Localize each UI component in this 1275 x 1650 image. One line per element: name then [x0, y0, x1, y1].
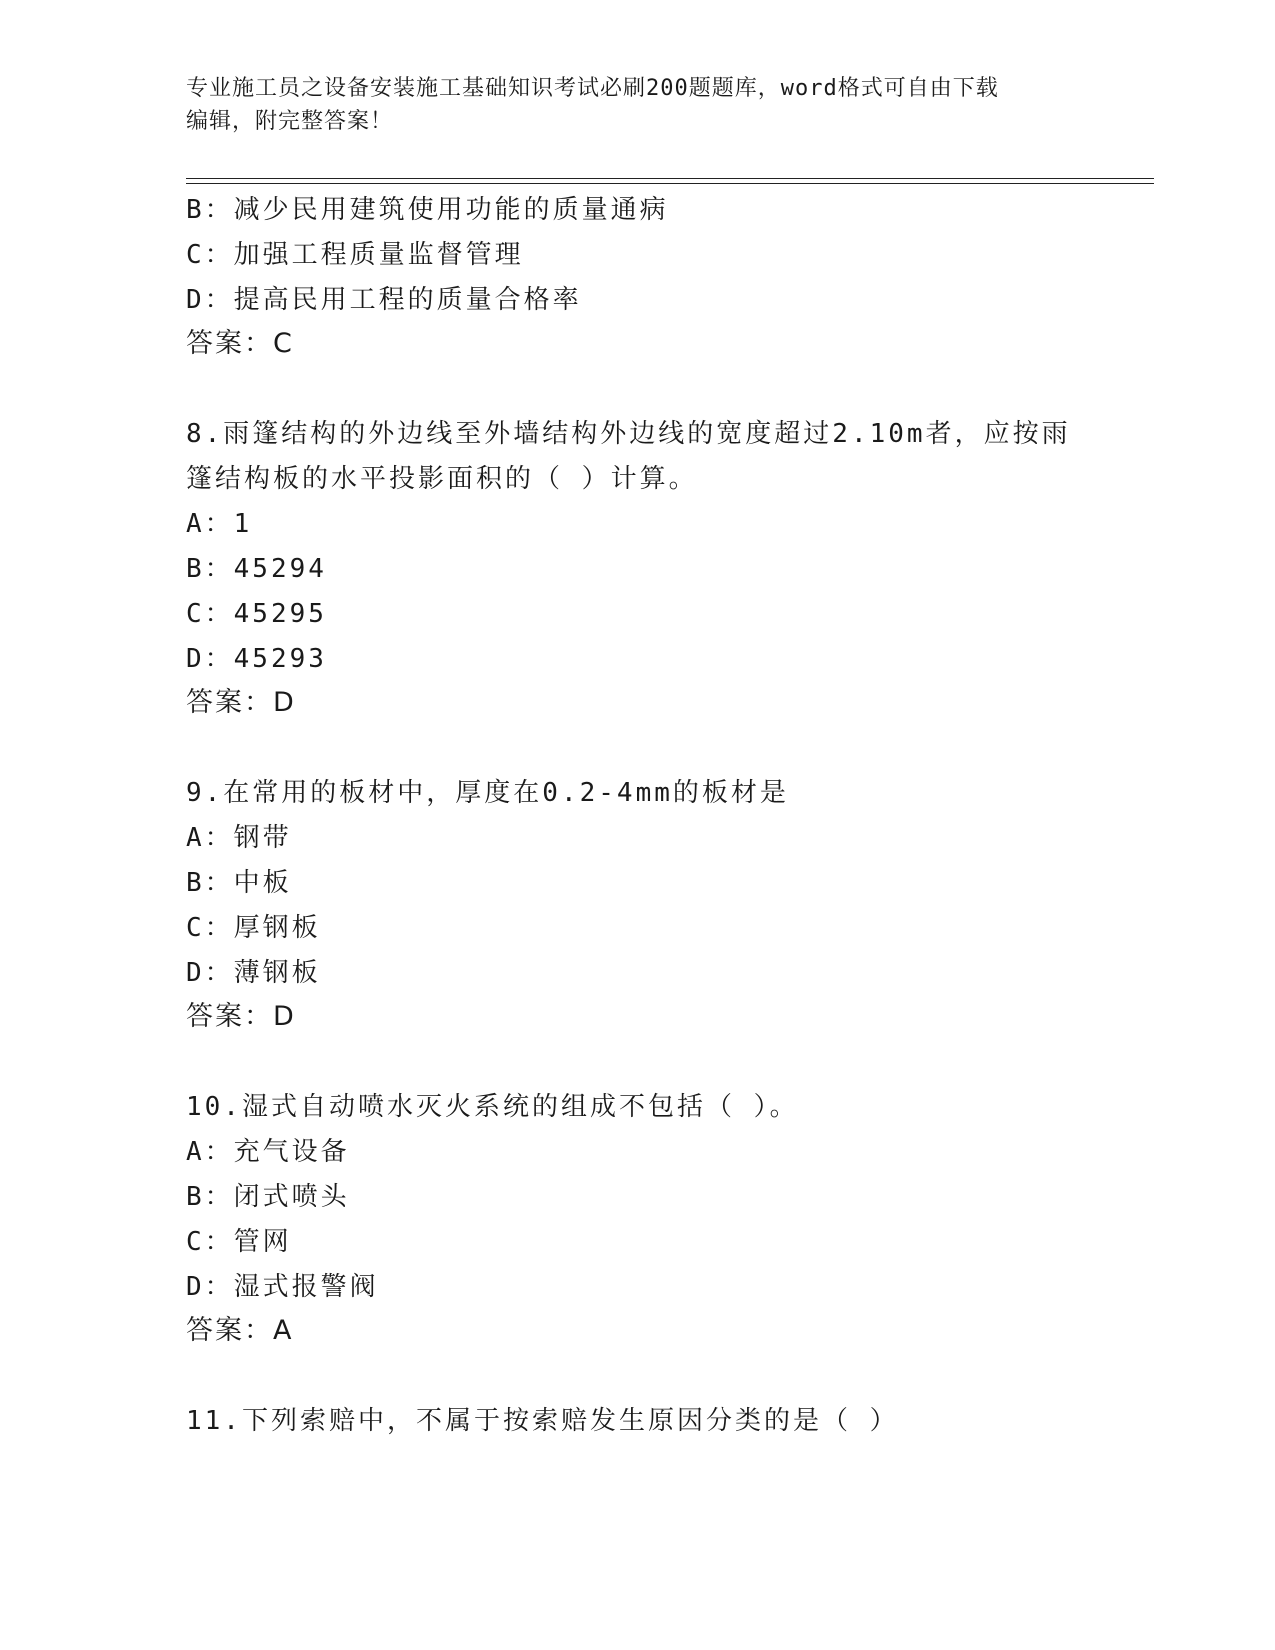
- q8-stem-line-1: 8.雨篷结构的外边线至外墙结构外边线的宽度超过2.10m者，应按雨: [186, 419, 1071, 449]
- q8-option-d: D：45293: [186, 644, 327, 674]
- q9-option-a: A：钢带: [186, 823, 292, 853]
- q7-option-c: C：加强工程质量监督管理: [186, 240, 524, 270]
- header-title-line-2: 编辑，附完整答案！: [186, 109, 394, 134]
- q10-option-d: D：湿式报警阀: [186, 1272, 379, 1302]
- q9-option-d: D：薄钢板: [186, 958, 321, 988]
- q11-stem: 11.下列索赔中，不属于按索赔发生原因分类的是（ ）: [186, 1406, 899, 1436]
- q8-option-c: C：45295: [186, 599, 327, 629]
- header-divider-top: [186, 178, 1154, 179]
- header-title-line-1: 专业施工员之设备安装施工基础知识考试必刷200题题库，word格式可自由下载: [186, 76, 999, 101]
- q10-answer: 答案：A: [186, 1315, 294, 1346]
- q10-option-c: C：管网: [186, 1227, 292, 1257]
- q9-option-b: B：中板: [186, 868, 292, 898]
- q9-stem: 9.在常用的板材中，厚度在0.2-4mm的板材是: [186, 778, 789, 808]
- q7-option-d: D：提高民用工程的质量合格率: [186, 285, 582, 315]
- q9-answer: 答案：D: [186, 1001, 296, 1032]
- q10-stem: 10.湿式自动喷水灭火系统的组成不包括（ ）。: [186, 1092, 799, 1122]
- q10-option-a: A：充气设备: [186, 1137, 350, 1167]
- q7-answer: 答案：C: [186, 328, 294, 359]
- q7-option-b: B：减少民用建筑使用功能的质量通病: [186, 195, 669, 225]
- q8-option-a: A：1: [186, 509, 253, 539]
- q8-stem-line-2: 篷结构板的水平投影面积的（ ）计算。: [186, 464, 698, 494]
- document-header: [186, 72, 1086, 138]
- q8-option-b: B：45294: [186, 554, 327, 584]
- q10-option-b: B：闭式喷头: [186, 1182, 350, 1212]
- q9-option-c: C：厚钢板: [186, 913, 321, 943]
- header-divider-bottom: [186, 183, 1154, 184]
- q8-answer: 答案：D: [186, 687, 296, 718]
